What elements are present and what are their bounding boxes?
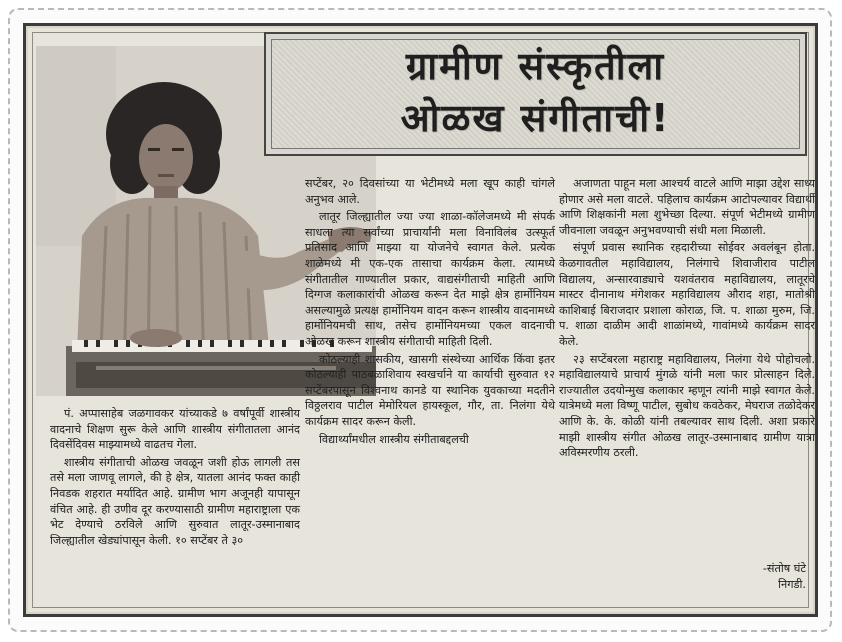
article-column-2 bbox=[305, 176, 555, 449]
column-2-paragraph: लातूर जिल्ह्यातील ज्या ज्या शाळा-कॉलेजमध्ये मी संपर्क साधला त्या सर्वांच्या प्राचार्यांनी मला विनाविलंब उत्स्फूर्त प्रतिसाद आणि माझ्या या योजनेचे स्वागत केले. प्रत्येक शाळेमध्ये मी एक-एक तासाचा कार्यक्रम केला. त्यामध्ये संगीतातील गाण्यातील प्रकार, वाद्यसंगीताची माहिती आणि दिग्गज कलाकारांची ओळख करून देत माझे क्षेत्र हार्मोनियम असल्यामुळे प्रत्यक्ष हार्मोनियम वादन करून शास्त्रीय वादनामध्ये हार्मोनियमची साथ, तसेच हार्मोनियमच्या एकल वादनाची ओळख करून शास्त्रीय संगीताची माहिती दिली. bbox=[305, 210, 555, 348]
headline-line-2: ओळख संगीताची! bbox=[400, 96, 671, 140]
author-name: -संतोष घंटे bbox=[762, 562, 806, 575]
article-column-3 bbox=[559, 176, 815, 463]
headline-line-1: ग्रामीण संस्कृतीला bbox=[405, 44, 666, 88]
column-3-paragraph: अजाणता पाहून मला आश्चर्य वाटले आणि माझा उद्देश साध्य होणार असे मला वाटले. पहिलाच कार्यक्रम आटोपल्यावर विद्यार्थी आणि शिक्षकांनी मला शुभेच्छा दिल्या. संपूर्ण भेटीमध्ये ग्रामीण जीवनाला जवळून अनुभवण्याची संधी मला मिळाली. bbox=[559, 177, 815, 237]
column-3-paragraph: २३ सप्टेंबरला महाराष्ट्र महाविद्यालय, निलंगा येथे पोहोचलो. महाविद्यालयाचे प्राचार्य मुंगळे यांनी मला फार प्रोत्साहन दिले. राज्यातील उदयोन्मुख कलाकार म्हणून त्यांनी माझे स्वागत केले. यात्रेमध्ये मला विष्णू पाटील, सुबोध कवठेकर, मेघराज तळोदेकर आणि के. के. कोळी यांनी तबल्यावर साथ दिली. अशा प्रकारे माझी शास्त्रीय संगीत ओळख लातूर-उस्मानाबाद ग्रामीण यात्रा अविस्मरणीय ठरली. bbox=[559, 352, 815, 460]
column-1-paragraph: शास्त्रीय संगीताची ओळख जवळून जशी होऊ लागली तस तसे मला जाणवू लागले, की हे क्षेत्र, यातला आनंद फक्त काही निवडक शहरात मर्यादित आहे. ग्रामीण भाग अजूनही यापासून वंचित आहे. ही उणीव दूर करण्यासाठी ग्रामीण महाराष्ट्राला एक भेट देण्याचे ठरविले आणि सुरुवात लातूर-उस्मानाबाद जिल्ह्यातील खेड्यांपासून केली. १० सप्टेंबर ते ३० bbox=[50, 455, 300, 547]
article-column-1 bbox=[50, 406, 300, 550]
column-1-paragraph: पं. अप्पासाहेब जळगावकर यांच्याकडे ७ वर्षांपूर्वी शास्त्रीय वादनाचे शिक्षण सुरू केले आणि शास्त्रीय संगीतातला आनंद दिवसेंदिवस माझ्यामध्ये वाढतच गेला. bbox=[50, 407, 300, 452]
column-2-paragraph: कोठल्याही शासकीय, खासगी संस्थेच्या आर्थिक किंवा इतर कोठल्याही पाठबळाशिवाय स्वखर्चाने या कार्याची सुरुवात १२ सप्टेंबरपासून विश्वनाथ कानडे या स्थानिक युवकाच्या मदतीने विठ्ठलराव पाटील मेमोरियल हायस्कूल, गौर, ता. निलंगा येथे कार्यक्रम सादर करून केली. bbox=[305, 352, 555, 428]
headline-box bbox=[264, 32, 807, 156]
author-place: निगडी. bbox=[778, 577, 806, 591]
column-2-paragraph: विद्यार्थ्यांमधील शास्त्रीय संगीताबद्दलची bbox=[319, 432, 469, 446]
newspaper-clipping bbox=[23, 23, 818, 617]
column-2-paragraph: सप्टेंबर, २० दिवसांच्या या भेटीमध्ये मला खूप काही चांगले अनुभव आले. bbox=[305, 177, 555, 206]
column-3-paragraph: संपूर्ण प्रवास स्थानिक रहदारीच्या सोईवर अवलंबून होता. केळगावतील महाविद्यालय, निलंगाचे शिवाजीराव पाटील विद्यालय, अन्सारवाड्याचे यशवंतराव महाविद्यालय, लातूरचे मास्टर दीनानाथ मंगेशकर महाविद्यालय औराद शहा, मातोश्री काशिबाई बिराजदार प्रशाला कोराळ, जि. प. शाळा मुरुम, जि. प. शाळा दाळीम आदी शाळांमध्ये, गावांमध्ये कार्यक्रम सादर केले. bbox=[559, 241, 815, 348]
author-byline bbox=[686, 561, 806, 592]
